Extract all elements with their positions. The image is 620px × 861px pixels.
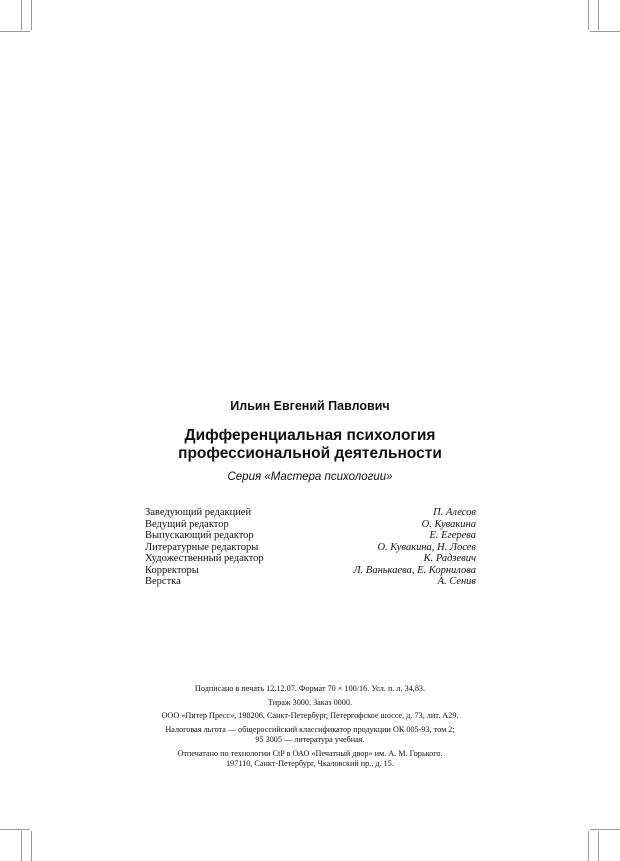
credit-row [145,519,476,531]
credit-row [145,507,476,519]
imprint-publisher: ООО «Питер Пресс», 198206, Санкт-Петербург, Петергофское шоссе, д. 73, лит. А29. [161,711,459,720]
title-line: Дифференциальная психология [184,427,436,444]
imprint-block [0,684,620,773]
imprint-print-run: Тираж 3000. Заказ 0000. [267,697,352,707]
imprint-printed-line: Отпечатано по технологии CtP в ОАО «Печатный двор» им. А. М. Горького. [177,748,443,758]
credits-list [145,507,476,588]
crop-mark [21,831,22,861]
crop-mark [598,831,599,861]
crop-mark [590,31,620,32]
imprint-signed: Подписано в печать 12.12.07. Формат 70 × 100/16. Усл. п. л. 34,83. [194,684,426,693]
imprint-tax-line: 95 3005 — литература учебная. [255,735,365,744]
crop-mark [21,0,22,30]
credit-row [145,565,476,577]
credit-name: А. Сенив [437,576,476,587]
credit-role: Литературные редакторы [145,541,259,553]
credit-role: Корректоры [145,564,199,576]
crop-mark [588,0,589,30]
title-line: профессиональной деятельности [178,445,442,462]
crop-mark [31,0,32,30]
credit-role: Верстка [145,576,181,587]
credit-name: Е. Егерева [429,530,476,541]
series-name: Серия «Мастера психологии» [227,471,393,483]
crop-mark [0,829,30,830]
credit-name: О. Кувакина, Н. Лосев [377,541,476,553]
book-author: Ильин Евгений Павлович [230,399,390,413]
credit-row [145,542,476,554]
credit-role: Выпускающий редактор [145,530,254,541]
credit-name: Л. Ванькаева, Е. Корнилова [353,564,476,576]
credit-name: К. Радзевич [423,553,476,564]
credit-role: Ведущий редактор [145,518,229,530]
imprint-tax-line: Налоговая льгота — общероссийский классификатор продукции ОК 005-93, том 2; [165,724,455,734]
book-title [0,427,620,463]
credit-role: Художественный редактор [145,553,264,564]
imprint-printed-line: 197110, Санкт-Петербург, Чкаловский пр., д. 15. [226,759,394,768]
credit-row [145,553,476,565]
crop-mark [31,831,32,861]
credit-name: П. Алесов [433,507,476,518]
crop-mark [590,829,620,830]
credit-row [145,530,476,542]
crop-mark [598,0,599,30]
credit-row [145,576,476,588]
credit-name: О. Кувакина [421,518,476,530]
crop-mark [588,831,589,861]
crop-mark [0,31,30,32]
credit-role: Заведующий редакцией [145,507,252,518]
imprint-tax [0,725,620,746]
imprint-printed [0,749,620,770]
